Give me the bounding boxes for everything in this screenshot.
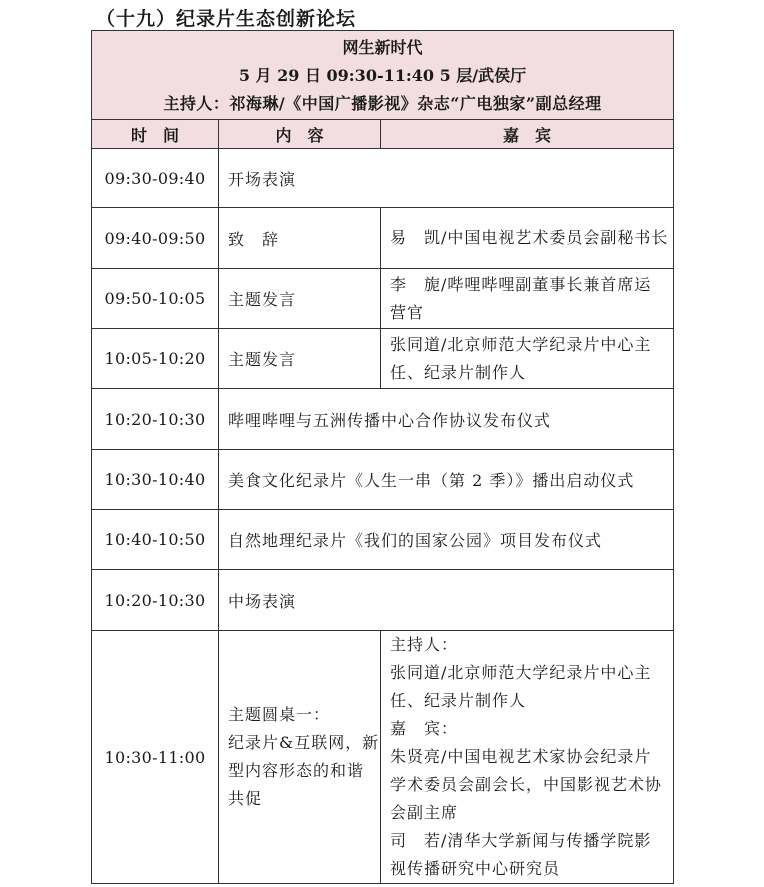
- content-line: 主题圆桌一：: [228, 705, 331, 724]
- guest-line: 李 旎/哔哩哔哩副董事长兼首席运: [390, 274, 652, 294]
- row-time: 09:40-09:50: [92, 208, 219, 269]
- banner-row: [92, 31, 674, 120]
- table-row: [92, 269, 674, 329]
- row-content: [219, 631, 381, 884]
- table-row: [92, 329, 674, 389]
- row-content: 中场表演: [219, 570, 674, 631]
- row-time: 10:40-10:50: [92, 510, 219, 570]
- table-row: [92, 631, 674, 884]
- row-content: 美食文化纪录片《人生一串（第 2 季）》播出启动仪式: [219, 450, 674, 510]
- guest-line: 张同道/北京师范大学纪录片中心主: [390, 334, 652, 354]
- guest-line: 营官: [390, 302, 425, 322]
- guest-line: 视传播研究中心研究员: [390, 859, 561, 878]
- schedule-table: [91, 30, 674, 884]
- row-time: 10:20-10:30: [92, 570, 219, 631]
- page-title: （十九）纪录片生态创新论坛: [96, 8, 357, 30]
- table-row: [92, 149, 674, 208]
- content-line: 型内容形态的和谐: [228, 761, 365, 780]
- row-guest: [381, 329, 674, 389]
- guest-line: 张同道/北京师范大学纪录片中心主: [390, 663, 652, 682]
- row-time: 10:30-10:40: [92, 450, 219, 510]
- table-row: [92, 450, 674, 510]
- row-time: 10:20-10:30: [92, 389, 219, 450]
- forum-theme: 网生新时代: [342, 38, 423, 57]
- guest-line: 嘉 宾：: [390, 719, 459, 738]
- content-line: 纪录片&互联网，新: [228, 733, 380, 752]
- column-header-guest: 嘉 宾: [381, 120, 674, 149]
- table-row: [92, 510, 674, 570]
- row-content: 主题发言: [219, 329, 381, 389]
- row-time: 10:05-10:20: [92, 329, 219, 389]
- row-guest: [381, 631, 674, 884]
- guest-line: 学术委员会副会长，中国影视艺术协: [390, 775, 663, 794]
- column-header-content: 内 容: [219, 120, 381, 149]
- banner-cell: [92, 31, 674, 120]
- row-content: 主题发言: [219, 269, 381, 329]
- content-line: 共促: [228, 789, 263, 808]
- guest-line: 任、纪录片制作人: [390, 691, 527, 710]
- row-time: 10:30-11:00: [92, 631, 219, 884]
- row-guest: [381, 269, 674, 329]
- forum-host: 主持人：祁海琳/《中国广播影视》杂志“广电独家”副总经理: [163, 94, 602, 113]
- table-row: [92, 389, 674, 450]
- row-content: 哔哩哔哩与五洲传播中心合作协议发布仪式: [219, 389, 674, 450]
- row-content: 自然地理纪录片《我们的国家公园》项目发布仪式: [219, 510, 674, 570]
- row-content: 开场表演: [219, 149, 674, 208]
- guest-line: 易 凯/中国电视艺术委员会副秘书长: [390, 228, 669, 247]
- forum-datetime: 5 月 29 日 09:30-11:40 5 层/武侯厅: [238, 66, 527, 85]
- guest-line: 司 若/清华大学新闻与传播学院影: [390, 831, 652, 850]
- row-content: 致 辞: [219, 208, 381, 269]
- column-header-time: 时 间: [92, 120, 219, 149]
- table-row: [92, 570, 674, 631]
- row-guest: [381, 208, 674, 269]
- row-time: 09:50-10:05: [92, 269, 219, 329]
- table-row: [92, 208, 674, 269]
- guest-line: 会副主席: [390, 803, 459, 822]
- guest-line: 主持人：: [390, 635, 459, 654]
- row-time: 09:30-09:40: [92, 149, 219, 208]
- guest-line: 朱贤亮/中国电视艺术家协会纪录片: [390, 747, 652, 766]
- guest-line: 任、纪录片制作人: [390, 362, 527, 382]
- column-header-row: [92, 120, 674, 149]
